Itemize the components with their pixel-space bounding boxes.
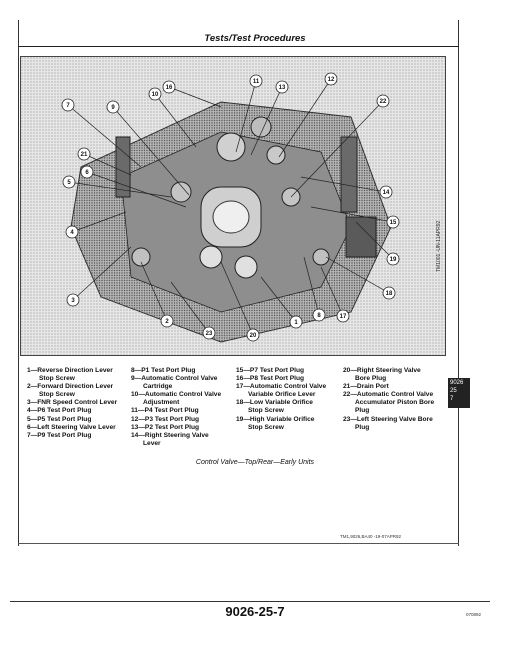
section-tab-line-3: 7 — [450, 396, 454, 402]
callout-number: 3 — [71, 298, 75, 305]
legend-entry: 3—FNR Speed Control Lever — [27, 399, 118, 407]
section-tab-line-1: 9026 — [450, 380, 464, 386]
legend-entry: 1—Reverse Direction Lever — [27, 367, 113, 374]
figure-caption: Control Valve—Top/Rear—Early Units — [195, 459, 315, 466]
callout-number: 8 — [317, 313, 321, 320]
legend-entry: Stop Screw — [248, 407, 284, 415]
legend-entry: 19—High Variable Orifice — [236, 415, 315, 423]
legend-entry: 23—Left Steering Valve Bore — [343, 415, 433, 423]
legend-entry: 20—Right Steering Valve — [343, 367, 421, 374]
callout-number: 10 — [151, 92, 159, 99]
callout-number: 9 — [111, 105, 115, 112]
legend-column-4 — [343, 367, 434, 432]
legend-entry: Cartridge — [143, 383, 173, 391]
legend-entry: 18—Low Variable Orifice — [236, 399, 313, 407]
legend-entry: Adjustment — [143, 399, 180, 407]
legend-column-2 — [131, 367, 221, 448]
header-rule — [18, 46, 459, 47]
legend-entry: Stop Screw — [248, 423, 284, 431]
legend-column-1 — [27, 367, 117, 440]
legend-entry: 2—Forward Direction Lever — [27, 383, 114, 391]
callout-number: 13 — [278, 85, 286, 92]
control-valve-figure — [20, 56, 446, 356]
figure-id: TM1001 -UN-11APR92 — [436, 220, 442, 272]
legend-entry: 4—P6 Test Port Plug — [27, 407, 92, 415]
legend-entry: Variable Orifice Lever — [248, 391, 316, 399]
page-header-title: Tests/Test Procedures — [204, 33, 306, 44]
legend-entry: 5—P5 Test Port Plug — [27, 415, 92, 423]
legend-entry: Plug — [355, 407, 370, 415]
footer-code: 070892 — [466, 612, 482, 617]
footer-rule — [10, 601, 490, 602]
right-margin-rule — [458, 20, 459, 546]
callout-number: 18 — [385, 291, 393, 298]
reference-code: TM1,9026,BA40 -19-07APR92 — [340, 534, 402, 539]
legend-entry: Stop Screw — [39, 375, 75, 383]
control-valve-illustration — [21, 57, 445, 355]
callout-number: 5 — [67, 180, 71, 187]
legend-entry: 17—Automatic Control Valve — [236, 383, 327, 391]
callout-number: 14 — [382, 190, 390, 197]
callout-number: 11 — [252, 79, 260, 86]
callout-number: 7 — [66, 103, 70, 110]
legend-entry: 6—Left Steering Valve Lever — [27, 423, 116, 431]
legend-entry: Lever — [143, 439, 161, 447]
section-tab — [448, 378, 470, 408]
callout-number: 17 — [339, 314, 347, 321]
legend-entry: 16—P8 Test Port Plug — [236, 375, 305, 383]
left-margin-rule — [18, 20, 19, 546]
legend-entry: 11—P4 Test Port Plug — [131, 407, 199, 415]
callout-number: 23 — [205, 331, 213, 338]
legend-entry: 9—Automatic Control Valve — [131, 375, 218, 383]
legend-entry: Bore Plug — [355, 375, 387, 383]
callout-number: 12 — [327, 77, 335, 84]
legend-entry: 14—Right Steering Valve — [131, 431, 209, 439]
legend-entry: 13—P2 Test Port Plug — [131, 423, 200, 431]
legend-entry: Accumulator Piston Bore — [355, 399, 435, 407]
legend-entry: 15—P7 Test Port Plug — [236, 367, 305, 374]
callout-number: 15 — [389, 220, 397, 227]
callout-number: 16 — [165, 85, 173, 92]
legend-entry: Plug — [355, 423, 370, 431]
legend-entry: 8—P1 Test Port Plug — [131, 367, 196, 374]
section-tab-line-2: 25 — [450, 388, 457, 394]
callout-number: 1 — [294, 320, 298, 327]
callout-number: 19 — [389, 257, 397, 264]
legend-entry: 12—P3 Test Port Plug — [131, 415, 200, 423]
callout-number: 22 — [379, 99, 387, 106]
callout-number: 21 — [80, 152, 88, 159]
legend-entry: 10—Automatic Control Valve — [131, 391, 222, 399]
callout-number: 20 — [249, 333, 257, 340]
content-bottom-rule — [18, 543, 459, 544]
callout-number: 4 — [70, 230, 74, 237]
callout-number: 6 — [85, 170, 89, 177]
callout-number: 2 — [165, 319, 169, 326]
legend-entry: 22—Automatic Control Valve — [343, 391, 434, 399]
legend-column-3 — [236, 367, 326, 432]
legend-entry: 7—P9 Test Port Plug — [27, 431, 92, 439]
legend-entry: Stop Screw — [39, 391, 75, 399]
legend-entry: 21—Drain Port — [343, 383, 389, 391]
page-number: 9026-25-7 — [225, 604, 285, 619]
